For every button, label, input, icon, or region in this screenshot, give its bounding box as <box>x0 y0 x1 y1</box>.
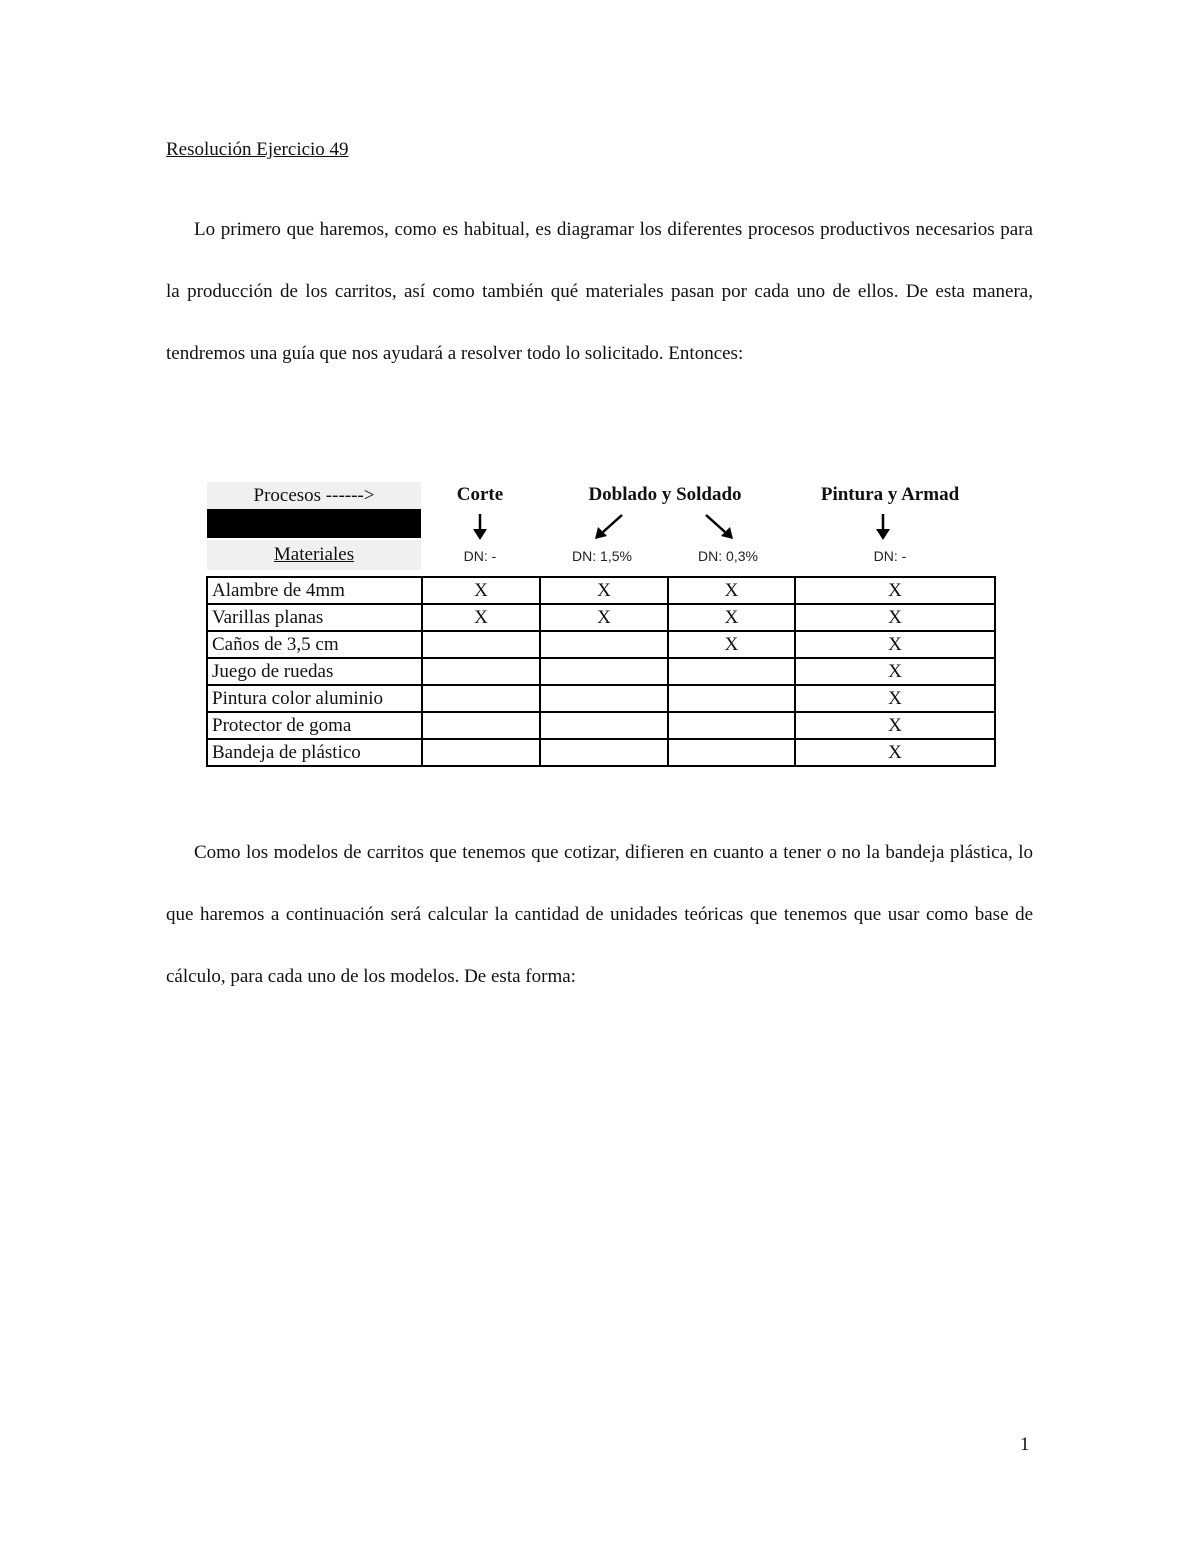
material-name: Caños de 3,5 cm <box>207 631 422 658</box>
table-cell <box>540 658 668 685</box>
materiales-label: Materiales <box>273 544 355 565</box>
materiales-label-box <box>207 540 421 570</box>
table-cell: X <box>795 685 995 712</box>
table-cell <box>668 658 795 685</box>
table-row <box>207 577 995 604</box>
material-name: Bandeja de plástico <box>207 739 422 766</box>
table-cell <box>668 739 795 766</box>
table-cell: X <box>795 739 995 766</box>
material-name: Pintura color aluminio <box>207 685 422 712</box>
table-cell <box>540 712 668 739</box>
table-cell <box>668 685 795 712</box>
table-row <box>207 604 995 631</box>
table-cell <box>422 712 540 739</box>
arrow-down-icon <box>873 512 893 542</box>
dn-doblado: DN: 1,5% <box>572 548 632 564</box>
table-cell: X <box>795 712 995 739</box>
procesos-label: Procesos ------> <box>207 482 421 509</box>
dn-soldado: DN: 0,3% <box>698 548 758 564</box>
material-name: Alambre de 4mm <box>207 577 422 604</box>
table-cell <box>422 658 540 685</box>
table-cell: X <box>668 577 795 604</box>
table-row <box>207 739 995 766</box>
arrow-down-right-icon <box>702 512 736 542</box>
table-cell: X <box>795 658 995 685</box>
table-cell: X <box>422 604 540 631</box>
second-paragraph: Como los modelos de carritos que tenemos que cotizar, difieren en cuanto a tener o no la bandeja plástica, lo que haremos a continuación será calcular la cantidad de unidades teóricas que tenemos que usar como base de cálculo, para cada uno de los modelos. De esta forma: <box>166 842 1033 987</box>
table-cell: X <box>795 577 995 604</box>
table-row <box>207 658 995 685</box>
table-cell <box>422 631 540 658</box>
table-cell: X <box>540 604 668 631</box>
dn-pintura: DN: - <box>873 548 907 564</box>
table-row <box>207 685 995 712</box>
table-cell: X <box>795 631 995 658</box>
table-cell <box>422 739 540 766</box>
material-name: Protector de goma <box>207 712 422 739</box>
phase-pintura-armado: Pintura y Armad <box>820 484 960 505</box>
table-cell <box>540 739 668 766</box>
intro-paragraph: Lo primero que haremos, como es habitual, es diagramar los diferentes procesos productivos necesarios para la producción de los carritos, así como también qué materiales pasan por cada uno de ellos. De esta manera, tendremos una guía que nos ayudará a resolver todo lo solicitado. Entonces: <box>166 219 1033 364</box>
table-cell <box>422 685 540 712</box>
dn-corte: DN: - <box>463 548 497 564</box>
table-cell: X <box>540 577 668 604</box>
table-row <box>207 712 995 739</box>
table-cell <box>668 712 795 739</box>
header-black-bar <box>207 509 421 538</box>
arrow-down-left-icon <box>592 512 626 542</box>
materials-table <box>206 576 996 767</box>
table-cell: X <box>668 631 795 658</box>
arrow-down-icon <box>470 512 490 542</box>
table-cell <box>540 685 668 712</box>
document-title: Resolución Ejercicio 49 <box>166 139 349 160</box>
table-cell <box>540 631 668 658</box>
material-name: Varillas planas <box>207 604 422 631</box>
page-number: 1 <box>1020 1434 1030 1455</box>
phase-corte: Corte <box>456 484 504 505</box>
table-cell: X <box>795 604 995 631</box>
phase-doblado-soldado: Doblado y Soldado <box>588 484 742 505</box>
table-cell: X <box>668 604 795 631</box>
material-name: Juego de ruedas <box>207 658 422 685</box>
table-row <box>207 631 995 658</box>
table-cell: X <box>422 577 540 604</box>
